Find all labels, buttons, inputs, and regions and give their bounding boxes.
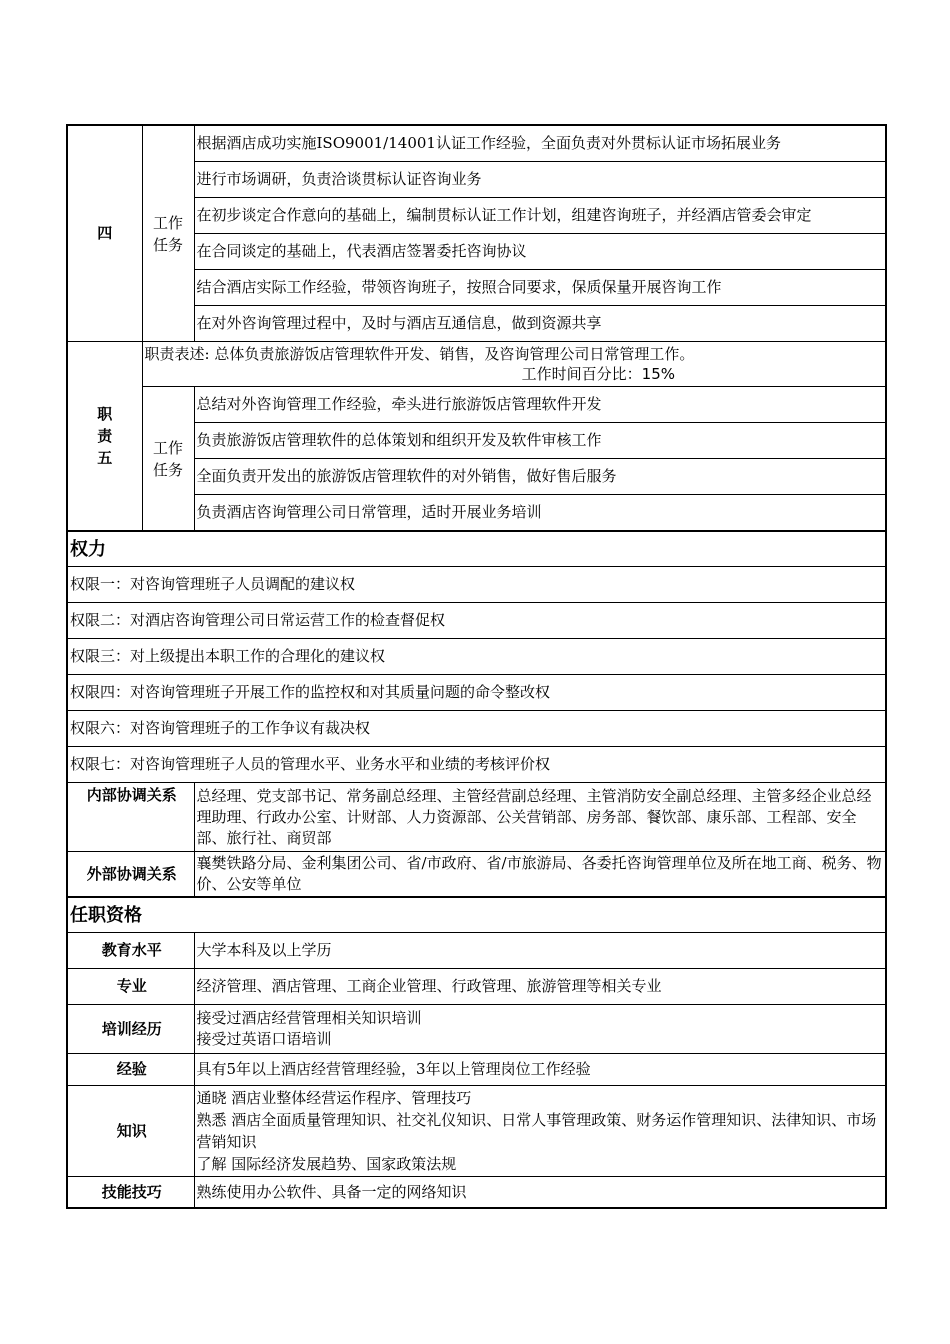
duty5-label-line3: 五 <box>97 449 113 467</box>
authority-row <box>67 747 886 783</box>
internal-relations-row <box>67 783 886 852</box>
knowledge-value <box>194 1086 886 1177</box>
authority-item: 权限三：对上级提出本职工作的合理化的建议权 <box>67 639 886 675</box>
training-value <box>194 1005 886 1054</box>
duty4-task-item: 结合酒店实际工作经验，带领咨询班子，按照合同要求，保质保量开展咨询工作 <box>194 270 886 306</box>
skills-value: 熟练使用办公软件、具备一定的网络知识 <box>194 1177 886 1209</box>
job-description-table <box>66 124 887 1209</box>
training-label: 培训经历 <box>67 1005 194 1054</box>
education-row <box>67 933 886 969</box>
major-row <box>67 969 886 1005</box>
external-relations-value: 襄樊铁路分局、金利集团公司、省/市政府、省/市旅游局、各委托咨询管理单位及所在地工商、税务、物价、公安等单位 <box>194 852 886 898</box>
authority-row <box>67 603 886 639</box>
external-relations-row <box>67 852 886 898</box>
job-description-sheet <box>66 124 885 1209</box>
authority-row <box>67 567 886 603</box>
duty5-task-label-line2: 任务 <box>152 460 183 479</box>
training-row <box>67 1005 886 1054</box>
qualifications-heading: 任职资格 <box>67 897 886 933</box>
duty4-task-item: 根据酒店成功实施ISO9001/14001认证工作经验，全面负责对外贯标认证市场拓展业务 <box>194 125 886 162</box>
authority-heading-row <box>67 531 886 567</box>
experience-row <box>67 1054 886 1086</box>
duty5-label-line1: 职 <box>97 405 113 423</box>
duty4-number: 四 <box>67 125 142 342</box>
duty4-task-row <box>67 125 886 162</box>
knowledge-label: 知识 <box>67 1086 194 1177</box>
duty4-task-item: 进行市场调研，负责洽谈贯标认证咨询业务 <box>194 162 886 198</box>
knowledge-line: 通晓 酒店业整体经营运作程序、管理技巧 <box>196 1089 472 1107</box>
duty5-task-item: 总结对外咨询管理工作经验，牵头进行旅游饭店管理软件开发 <box>194 387 886 423</box>
internal-relations-value: 总经理、党支部书记、常务副总经理、主管经营副总经理、主管消防安全副总经理、主管多经企业总经理助理、行政办公室、计财部、人力资源部、公关营销部、房务部、餐饮部、康乐部、工程部、安全部、旅行社、商贸部 <box>194 783 886 852</box>
authority-item: 权限二：对酒店咨询管理公司日常运营工作的检查督促权 <box>67 603 886 639</box>
external-relations-label: 外部协调关系 <box>67 852 194 898</box>
authority-row <box>67 639 886 675</box>
authority-heading: 权力 <box>67 531 886 567</box>
duty5-task-label-line1: 工作 <box>152 438 183 457</box>
education-label: 教育水平 <box>67 933 194 969</box>
duty5-description-row <box>67 342 886 387</box>
duty5-task-label <box>142 387 194 532</box>
duty5-label <box>67 342 142 532</box>
authority-item: 权限七：对咨询管理班子人员的管理水平、业务水平和业绩的考核评价权 <box>67 747 886 783</box>
skills-row <box>67 1177 886 1209</box>
duty4-task-item: 在对外咨询管理过程中，及时与酒店互通信息，做到资源共享 <box>194 306 886 342</box>
duty4-task-label-line2: 任务 <box>152 235 183 254</box>
major-label: 专业 <box>67 969 194 1005</box>
knowledge-line: 熟悉 酒店全面质量管理知识、社交礼仪知识、日常人事管理政策、财务运作管理知识、法律知识、市场营销知识 <box>196 1111 877 1151</box>
authority-item: 权限六：对咨询管理班子的工作争议有裁决权 <box>67 711 886 747</box>
authority-item: 权限四：对咨询管理班子开展工作的监控权和对其质量问题的命令整改权 <box>67 675 886 711</box>
qualifications-heading-row <box>67 897 886 933</box>
experience-value: 具有5年以上酒店经营管理经验，3年以上管理岗位工作经验 <box>194 1054 886 1086</box>
duty5-task-row <box>67 387 886 423</box>
training-line: 接受过英语口语培训 <box>196 1030 332 1048</box>
duty5-description: 职责表述: 总体负责旅游饭店管理软件开发、销售，及咨询管理公司日常管理工作。 <box>144 345 695 363</box>
duty4-task-item: 在合同谈定的基础上，代表酒店签署委托咨询协议 <box>194 234 886 270</box>
authority-row <box>67 711 886 747</box>
duty5-description-cell <box>142 342 886 387</box>
duty5-task-item: 全面负责开发出的旅游饭店管理软件的对外销售，做好售后服务 <box>194 459 886 495</box>
education-value: 大学本科及以上学历 <box>194 933 886 969</box>
duty4-task-label-line1: 工作 <box>152 213 183 232</box>
duty5-time-percent: 工作时间百分比：15% <box>521 365 675 383</box>
knowledge-row <box>67 1086 886 1177</box>
training-line: 接受过酒店经营管理相关知识培训 <box>196 1009 422 1027</box>
duty5-task-item: 负责旅游饭店管理软件的总体策划和组织开发及软件审核工作 <box>194 423 886 459</box>
authority-row <box>67 675 886 711</box>
experience-label: 经验 <box>67 1054 194 1086</box>
duty5-label-line2: 责 <box>97 427 113 445</box>
internal-relations-label: 内部协调关系 <box>67 783 194 852</box>
skills-label: 技能技巧 <box>67 1177 194 1209</box>
authority-item: 权限一：对咨询管理班子人员调配的建议权 <box>67 567 886 603</box>
knowledge-line: 了解 国际经济发展趋势、国家政策法规 <box>196 1155 457 1173</box>
duty4-task-label <box>142 125 194 342</box>
duty4-task-item: 在初步谈定合作意向的基础上，编制贯标认证工作计划，组建咨询班子，并经酒店管委会审定 <box>194 198 886 234</box>
major-value: 经济管理、酒店管理、工商企业管理、行政管理、旅游管理等相关专业 <box>194 969 886 1005</box>
duty5-task-item: 负责酒店咨询管理公司日常管理，适时开展业务培训 <box>194 495 886 532</box>
